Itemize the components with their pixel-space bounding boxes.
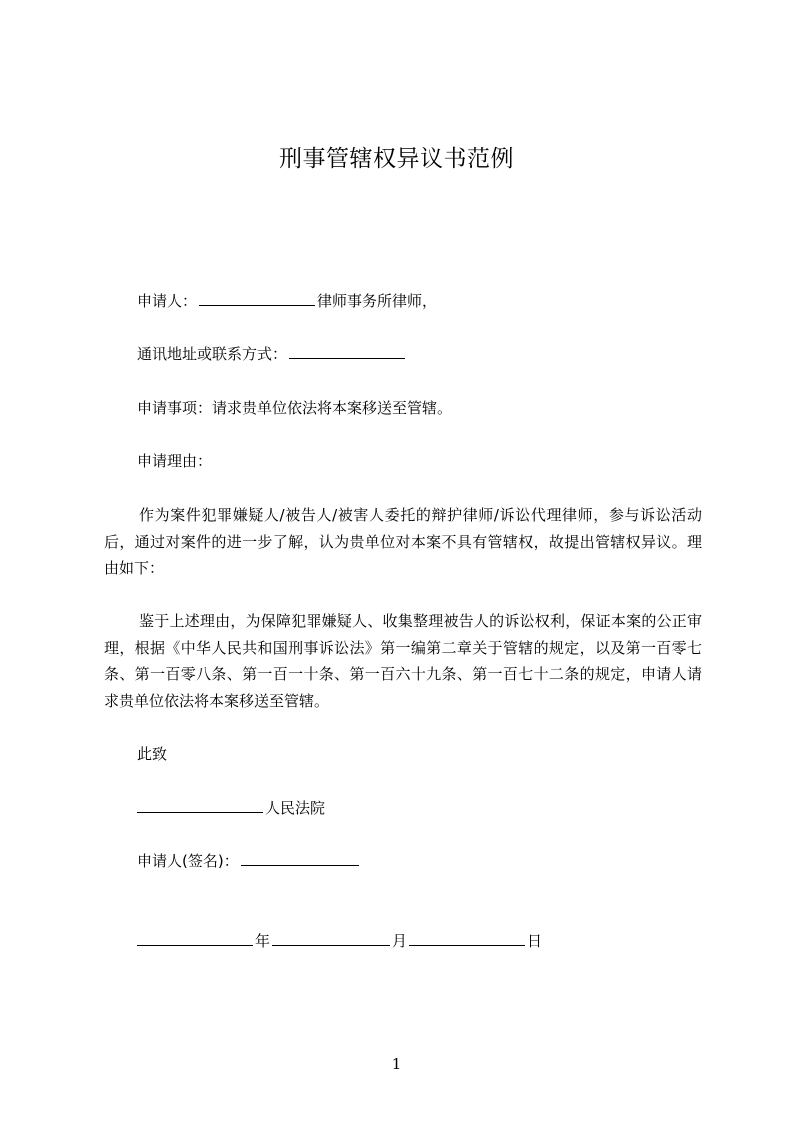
month-label: 月 <box>392 932 408 950</box>
contact-blank[interactable] <box>289 344 405 359</box>
day-blank[interactable] <box>409 931 525 946</box>
month-blank[interactable] <box>272 931 390 946</box>
year-blank[interactable] <box>137 931 253 946</box>
page-number: 1 <box>391 1055 402 1073</box>
signature-line <box>137 851 361 871</box>
court-blank[interactable] <box>137 798 263 813</box>
applicant-blank[interactable] <box>199 291 315 306</box>
contact-label: 通讯地址或联系方式： <box>137 345 288 363</box>
signature-blank[interactable] <box>241 851 359 866</box>
document-title: 刑事管辖权异议书范例 <box>279 146 514 172</box>
applicant-suffix: 律师事务所律师， <box>317 292 438 310</box>
court-line <box>137 798 325 818</box>
signature-label: 申请人(签名)： <box>137 852 239 870</box>
reason-paragraph-2: 鉴于上述理由，为保障犯罪嫌疑人、收集整理被告人的诉讼权利，保证本案的公正审理，根据《中华人民共和国刑事诉讼法》第一编第二章关于管辖的规定，以及第一百零七条、第一百零八条、第一百一十条、第一百六十九条、第一百七十二条的规定，申请人请求贵单位依法将本案移送至管辖。 <box>104 612 702 710</box>
reason-heading: 申请理由： <box>137 452 213 470</box>
applicant-line <box>137 291 437 311</box>
day-label: 日 <box>527 932 543 950</box>
year-label: 年 <box>255 932 271 950</box>
court-suffix: 人民法院 <box>265 799 326 817</box>
request-line: 申请事项：请求贵单位依法将本案移送至管辖。 <box>137 399 453 417</box>
applicant-label: 申请人： <box>137 292 198 310</box>
date-line <box>137 931 542 951</box>
contact-line <box>137 344 407 364</box>
salutation: 此致 <box>137 745 168 763</box>
reason-paragraph-1: 作为案件犯罪嫌疑人/被告人/被害人委托的辩护律师/诉讼代理律师，参与诉讼活动后，通过对案件的进一步了解，认为贵单位对本案不具有管辖权，故提出管辖权异议。理由如下： <box>104 506 702 577</box>
